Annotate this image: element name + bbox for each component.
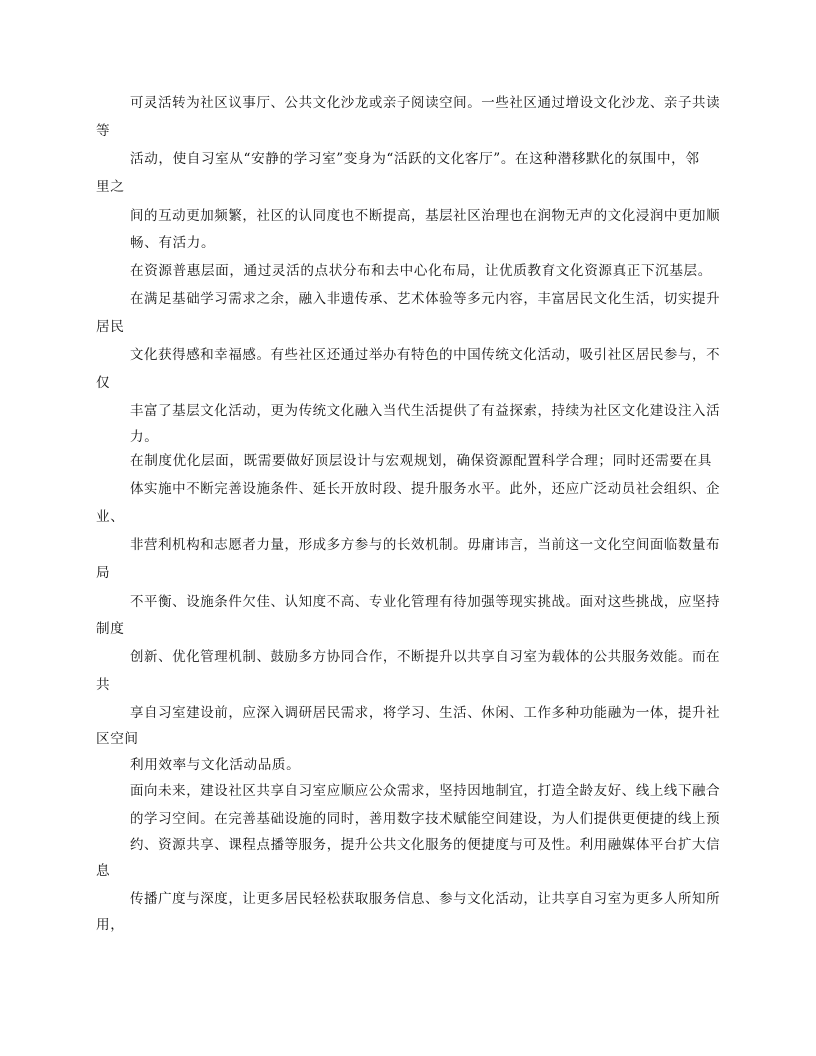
text-line: 共 (96, 677, 111, 693)
text-line: 里之 (96, 179, 125, 195)
text-line: 创新、优化管理机制、鼓励多方协同合作，不断提升以共享自习室为载体的公共服务效能。而在 (130, 649, 721, 665)
text-line: 非营利机构和志愿者力量，形成多方参与的长效机制。毋庸讳言，当前这一文化空间面临数量布 (130, 537, 721, 553)
text-line: 利用效率与文化活动品质。 (130, 757, 301, 773)
text-line: 在资源普惠层面，通过灵活的点状分布和去中心化布局，让优质教育文化资源真正下沉基层。 (130, 263, 712, 279)
text-line: 可灵活转为社区议事厅、公共文化沙龙或亲子阅读空间。一些社区通过增设文化沙龙、亲子共读 (130, 95, 721, 111)
text-line: 文化获得感和幸福感。有些社区还通过举办有特色的中国传统文化活动，吸引社区居民参与，不 (130, 347, 721, 363)
text-line: 居民 (96, 319, 125, 335)
text-line: 局 (96, 565, 111, 581)
text-line: 间的互动更加频繁，社区的认同度也不断提高，基层社区治理也在润物无声的文化浸润中更加顺 (130, 208, 721, 224)
text-line: 用， (96, 917, 125, 933)
text-line: 体实施中不断完善设施条件、延长开放时段、提升服务水平。此外，还应广泛动员社会组织、企 (130, 481, 721, 497)
text-line: 在满足基础学习需求之余，融入非遗传承、艺术体验等多元内容，丰富居民文化生活，切实提升 (130, 291, 721, 307)
text-line: 传播广度与深度，让更多居民轻松获取服务信息、参与文化活动，让共享自习室为更多人所知所 (130, 891, 721, 907)
text-line: 业、 (96, 509, 125, 525)
text-line: 的学习空间。在完善基础设施的同时，善用数字技术赋能空间建设，为人们提供更便捷的线上预 (130, 811, 721, 827)
text-line: 仅 (96, 375, 111, 391)
text-line: 活动，使自习室从“安静的学习室”变身为“活跃的文化客厅”。在这种潜移默化的氛围中，邻 (130, 151, 700, 167)
text-line: 丰富了基层文化活动，更为传统文化融入当代生活提供了有益探索，持续为社区文化建设注入活 (130, 403, 721, 419)
text-line: 制度 (96, 621, 125, 637)
text-line: 区空间 (96, 731, 139, 747)
text-line: 约、资源共享、课程点播等服务，提升公共文化服务的便捷度与可及性。利用融媒体平台扩大信 (130, 837, 721, 853)
text-line: 在制度优化层面，既需要做好顶层设计与宏观规划，确保资源配置科学合理；同时还需要在具 (130, 453, 712, 469)
text-line: 不平衡、设施条件欠佳、认知度不高、专业化管理有待加强等现实挑战。面对这些挑战，应坚持 (130, 594, 721, 610)
text-line: 力。 (130, 429, 159, 445)
text-line: 享自习室建设前，应深入调研居民需求，将学习、生活、休闲、工作多种功能融为一体，提升社 (130, 705, 721, 721)
text-line: 畅、有活力。 (130, 235, 216, 251)
text-line: 面向未来，建设社区共享自习室应顺应公众需求，坚持因地制宜，打造全龄友好、线上线下融合 (130, 783, 721, 799)
text-line: 等 (96, 123, 111, 139)
text-line: 息 (96, 863, 111, 879)
